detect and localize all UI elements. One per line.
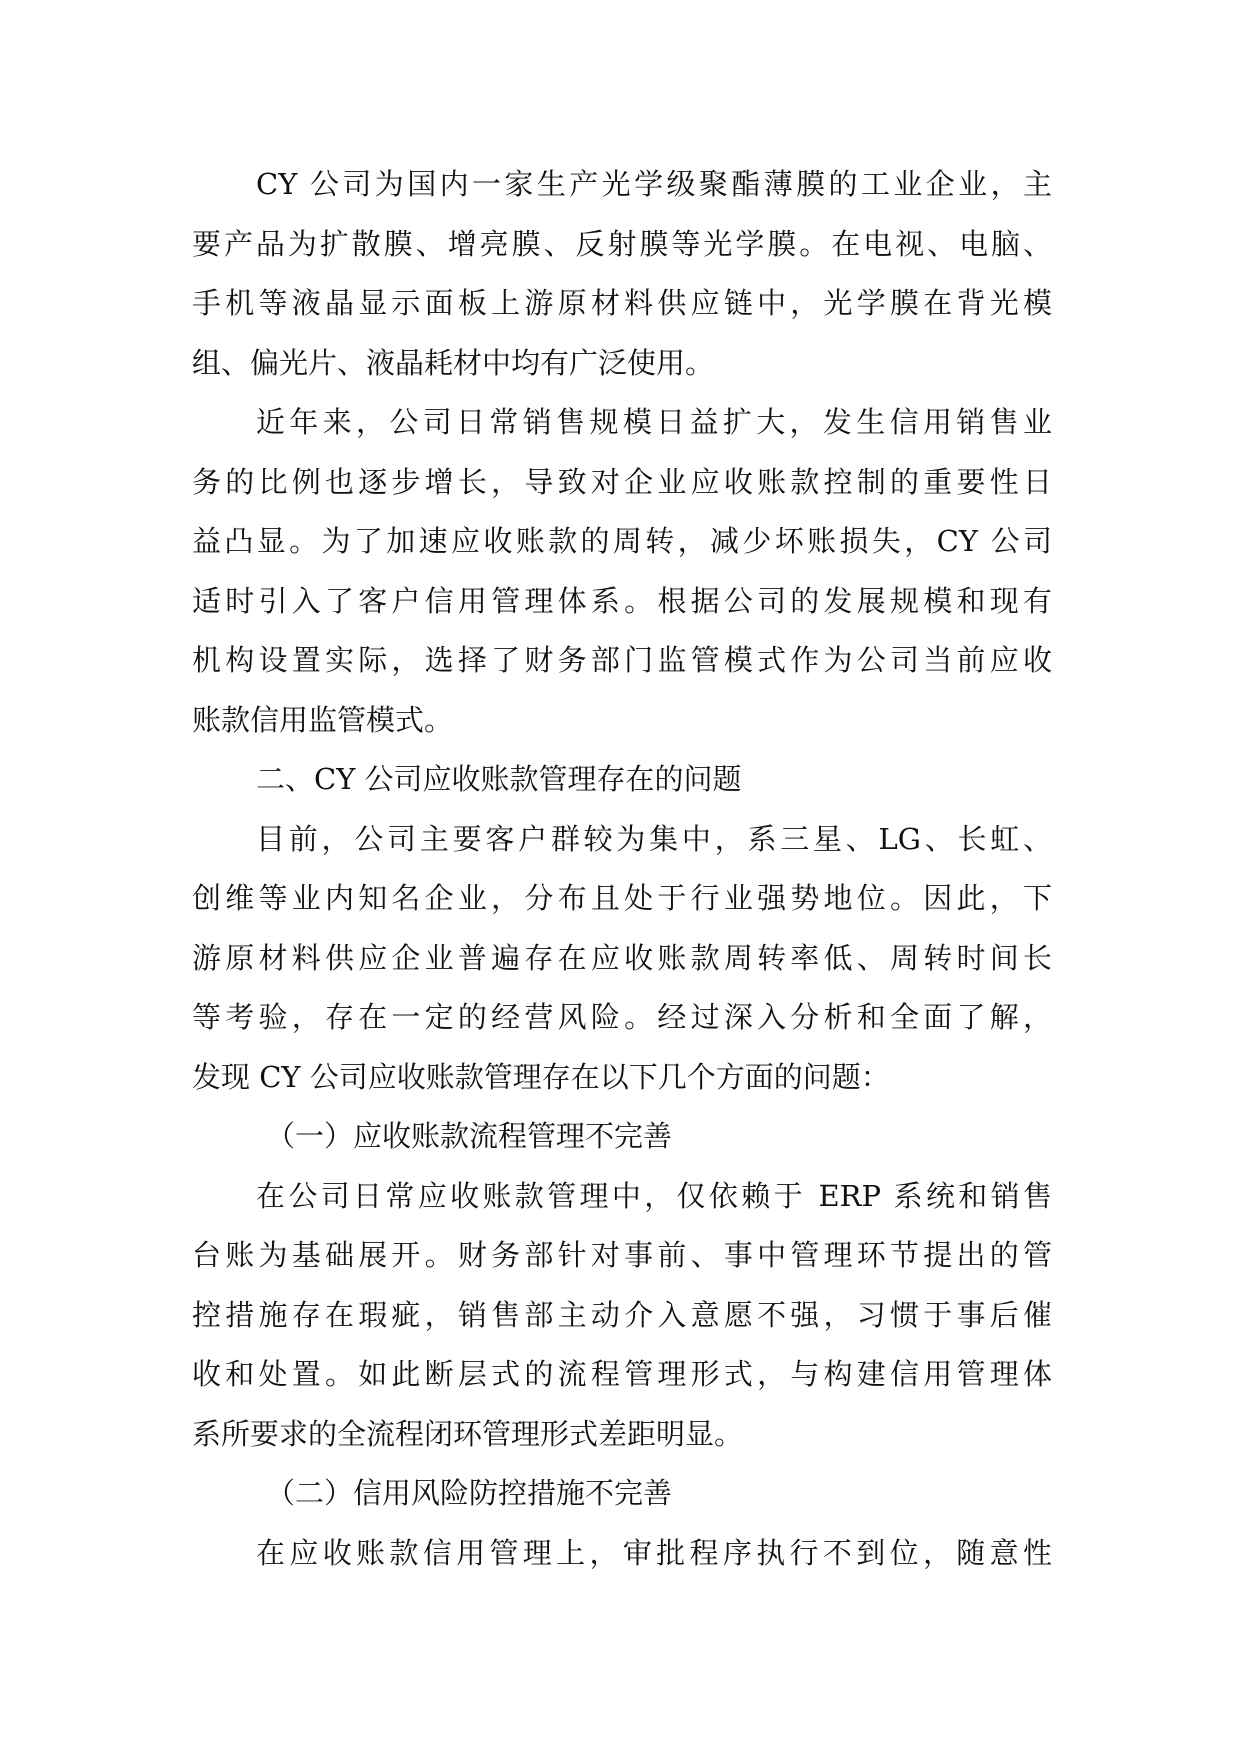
paragraph-line: 在公司日常应收账款管理中，仅依赖于 ERP 系统和销售 [256, 1179, 1052, 1213]
paragraph-line: 账款信用监管模式。 [192, 703, 454, 737]
paragraph-line: 台账为基础展开。财务部针对事前、事中管理环节提出的管 [192, 1238, 1052, 1272]
paragraph-line: 务的比例也逐步增长，导致对企业应收账款控制的重要性日 [192, 465, 1052, 499]
paragraph-line: 创维等业内知名企业，分布且处于行业强势地位。因此，下 [192, 881, 1052, 915]
paragraph-line: 系所要求的全流程闭环管理形式差距明显。 [192, 1417, 744, 1451]
paragraph-line: 在应收账款信用管理上，审批程序执行不到位，随意性 [256, 1536, 1052, 1570]
paragraph-line: CY 公司为国内一家生产光学级聚酯薄膜的工业企业，主 [256, 167, 1052, 201]
subsection-heading: （二）信用风险防控措施不完善 [266, 1476, 673, 1510]
paragraph-line: 等考验，存在一定的经营风险。经过深入分析和全面了解， [192, 1000, 1052, 1034]
paragraph-line: 收和处置。如此断层式的流程管理形式，与构建信用管理体 [192, 1357, 1052, 1391]
paragraph-line: 目前，公司主要客户群较为集中，系三星、LG、长虹、 [256, 822, 1052, 856]
paragraph-line: 适时引入了客户信用管理体系。根据公司的发展规模和现有 [192, 584, 1052, 618]
subsection-heading: （一）应收账款流程管理不完善 [266, 1119, 673, 1153]
paragraph-line: 益凸显。为了加速应收账款的周转，减少坏账损失，CY 公司 [192, 524, 1052, 558]
paragraph-line: 游原材料供应企业普遍存在应收账款周转率低、周转时间长 [192, 941, 1052, 975]
paragraph-line: 近年来，公司日常销售规模日益扩大，发生信用销售业 [256, 405, 1052, 439]
paragraph-line: 机构设置实际，选择了财务部门监管模式作为公司当前应收 [192, 643, 1052, 677]
section-heading: 二、CY 公司应收账款管理存在的问题 [256, 762, 742, 796]
paragraph-line: 组、偏光片、液晶耗材中均有广泛使用。 [192, 346, 715, 380]
paragraph-line: 要产品为扩散膜、增亮膜、反射膜等光学膜。在电视、电脑、 [192, 227, 1052, 261]
paragraph-line: 控措施存在瑕疵，销售部主动介入意愿不强，习惯于事后催 [192, 1298, 1052, 1332]
paragraph-line: 发现 CY 公司应收账款管理存在以下几个方面的问题： [192, 1060, 890, 1094]
paragraph-line: 手机等液晶显示面板上游原材料供应链中，光学膜在背光模 [192, 286, 1052, 320]
